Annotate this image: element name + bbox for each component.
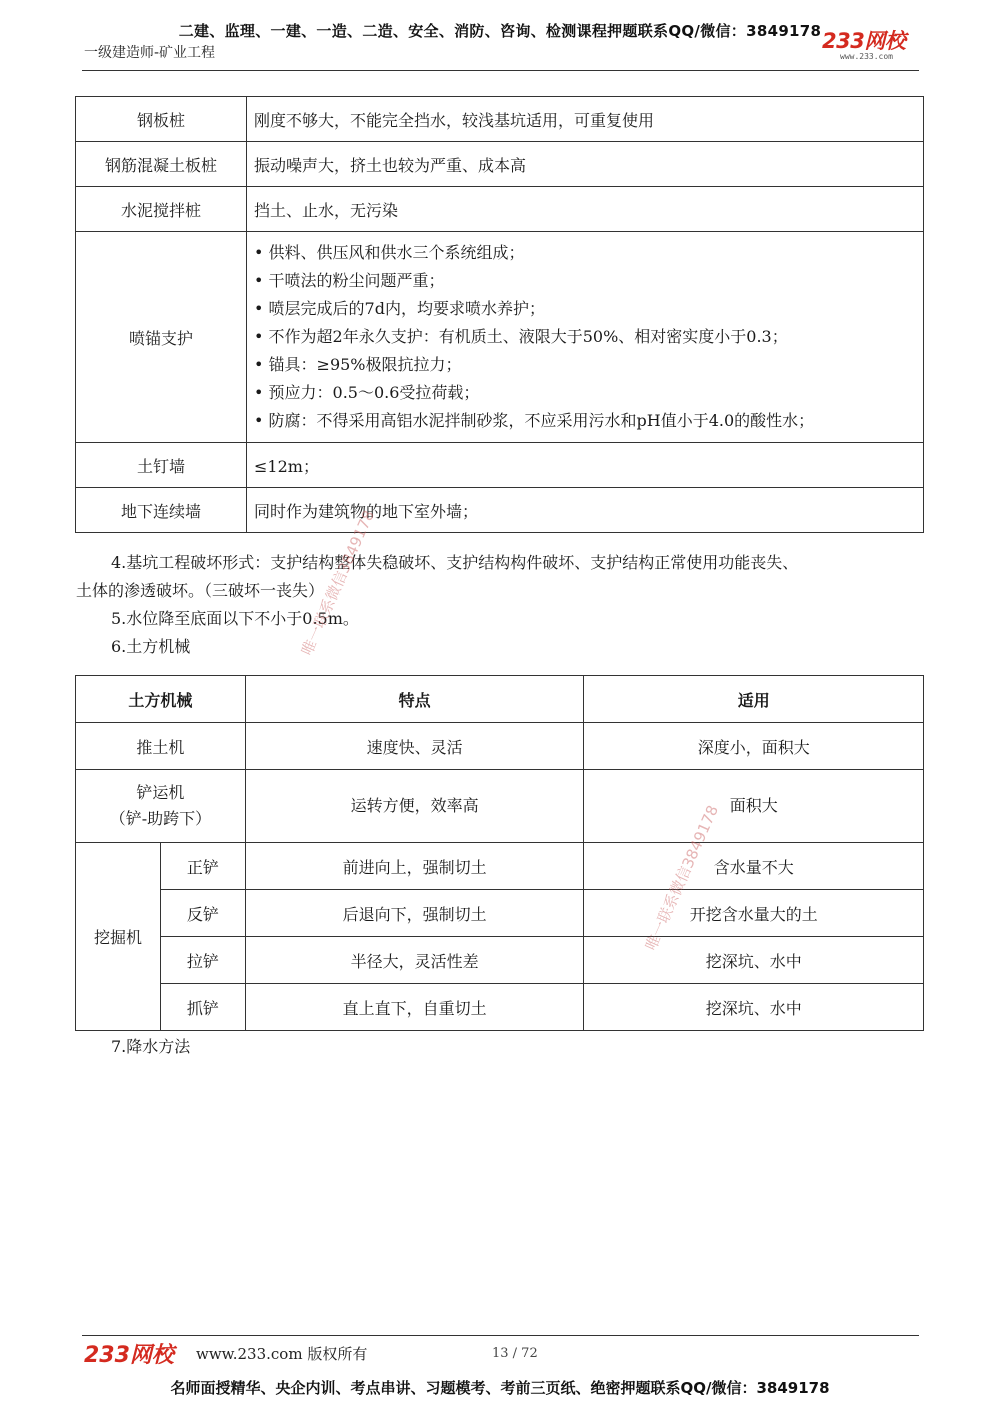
machine-feature: 运转方便，效率高 <box>245 770 584 843</box>
paragraph-4-line2: 土体的渗透破坏。（三破坏一丧失） <box>76 581 325 600</box>
table-header-row <box>76 676 924 723</box>
support-methods-table <box>75 96 924 533</box>
row-description: 同时作为建筑物的地下室外墙； <box>247 488 924 533</box>
machine-use: 含水量不大 <box>584 843 924 890</box>
table-row <box>76 488 924 533</box>
page-number: 13 / 72 <box>492 1346 538 1361</box>
list-item: • 干喷法的粉尘问题严重； <box>254 267 922 295</box>
excavator-type: 反铲 <box>160 890 245 937</box>
machine-use: 挖深坑、水中 <box>584 984 924 1031</box>
list-item: • 锚具：≥95%极限抗拉力； <box>254 351 922 379</box>
excavator-type: 拉铲 <box>160 937 245 984</box>
bullet-list <box>254 239 922 435</box>
machine-feature: 速度快、灵活 <box>245 723 584 770</box>
footer-divider <box>82 1335 919 1336</box>
row-description: ≤12m； <box>247 443 924 488</box>
row-label: 喷锚支护 <box>76 232 247 443</box>
header-banner: 二建、监理、一建、一造、二造、安全、消防、咨询、检测课程押题联系QQ/微信：3849178 <box>178 22 822 40</box>
column-header: 特点 <box>245 676 584 723</box>
machine-feature: 直上直下，自重切土 <box>245 984 584 1031</box>
header-divider <box>82 70 919 71</box>
row-label: 钢筋混凝土板桩 <box>76 142 247 187</box>
watermark: 唯一联系微信3849178 <box>641 802 723 954</box>
machine-feature: 后退向下，强制切土 <box>245 890 584 937</box>
row-label: 地下连续墙 <box>76 488 247 533</box>
table-row <box>76 770 924 843</box>
document-title: 一级建造师-矿业工程 <box>84 45 216 61</box>
machine-name-note: （铲-助跨下） <box>109 809 212 828</box>
list-item: • 喷层完成后的7d内，均要求喷水养护； <box>254 295 922 323</box>
watermark: 唯一联系微信3849178 <box>297 507 379 659</box>
table-row <box>76 187 924 232</box>
machine-use: 深度小，面积大 <box>584 723 924 770</box>
column-header: 土方机械 <box>76 676 246 723</box>
table-row <box>76 232 924 443</box>
machine-name-text: 铲运机 <box>136 783 185 802</box>
row-label: 水泥搅拌桩 <box>76 187 247 232</box>
machine-use: 开挖含水量大的土 <box>584 890 924 937</box>
row-description <box>247 232 924 443</box>
earthwork-machinery-table <box>75 675 924 1031</box>
machine-name: 挖掘机 <box>76 843 161 1031</box>
row-label: 土钉墙 <box>76 443 247 488</box>
excavator-type: 正铲 <box>160 843 245 890</box>
list-item: • 不作为超2年永久支护：有机质土、液限大于50%、相对密实度小于0.3； <box>254 323 922 351</box>
table-row <box>76 890 924 937</box>
excavator-type: 抓铲 <box>160 984 245 1031</box>
row-description: 振动噪声大，挤土也较为严重、成本高 <box>247 142 924 187</box>
brand-logo <box>822 30 922 64</box>
list-item: • 供料、供压风和供水三个系统组成； <box>254 239 922 267</box>
machine-name: 推土机 <box>76 723 246 770</box>
paragraph-7: 7.降水方法 <box>111 1037 191 1056</box>
table-row <box>76 984 924 1031</box>
machine-feature: 前进向上，强制切土 <box>245 843 584 890</box>
table-row <box>76 843 924 890</box>
paragraph-4-line1: 4.基坑工程破坏形式：支护结构整体失稳破坏、支护结构构件破坏、支护结构正常使用功能丧失、 <box>111 553 799 572</box>
logo-url: www.233.com <box>840 52 893 61</box>
table-row <box>76 142 924 187</box>
machine-use: 挖深坑、水中 <box>584 937 924 984</box>
table-row <box>76 443 924 488</box>
list-item: • 预应力：0.5～0.6受拉荷载； <box>254 379 922 407</box>
row-description: 挡土、止水，无污染 <box>247 187 924 232</box>
machine-feature: 半径大，灵活性差 <box>245 937 584 984</box>
table-row <box>76 937 924 984</box>
machine-use: 面积大 <box>584 770 924 843</box>
logo-text: 233网校 <box>822 29 906 53</box>
footer-logo: 233网校 <box>84 1343 174 1368</box>
paragraph-5: 5.水位降至底面以下不小于0.5m。 <box>111 609 359 628</box>
list-item: • 防腐：不得采用高铝水泥拌制砂浆，不应采用污水和pH值小于4.0的酸性水； <box>254 407 922 435</box>
column-header: 适用 <box>584 676 924 723</box>
table-row <box>76 97 924 142</box>
row-description: 刚度不够大，不能完全挡水，较浅基坑适用，可重复使用 <box>247 97 924 142</box>
footer-banner: 名师面授精华、央企内训、考点串讲、习题模考、考前三页纸、绝密押题联系QQ/微信：3849178 <box>170 1379 830 1397</box>
table-row <box>76 723 924 770</box>
row-label: 钢板桩 <box>76 97 247 142</box>
machine-name <box>76 770 246 843</box>
paragraph-6: 6.土方机械 <box>111 637 191 656</box>
copyright-text: www.233.com 版权所有 <box>196 1345 368 1363</box>
